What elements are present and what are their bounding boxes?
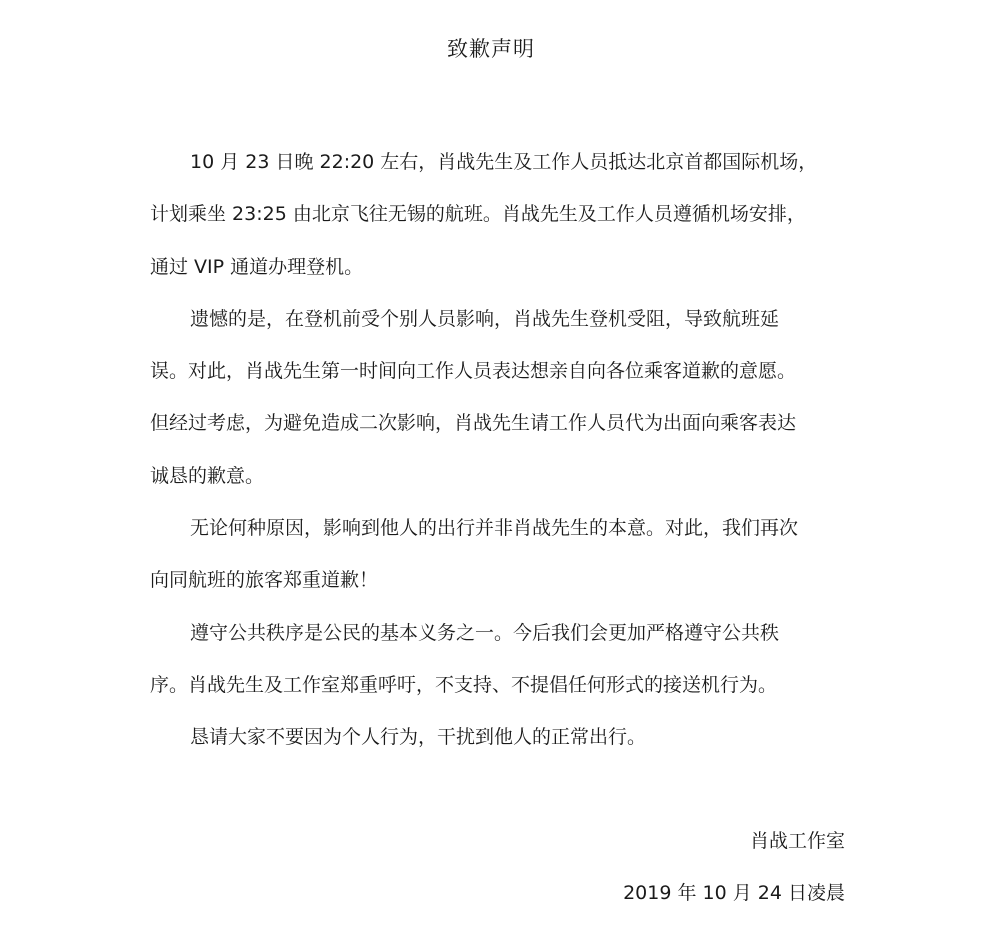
paragraph-2-line-4: 诚恳的歉意。: [150, 464, 265, 487]
paragraph-2-line-3: 但经过考虑，为避免造成二次影响，肖战先生请工作人员代为出面向乘客表达: [150, 412, 797, 435]
paragraph-5-line-1: 恳请大家不要因为个人行为，干扰到他人的正常出行。: [190, 726, 647, 749]
signature-date: 2019 年 10 月 24 日凌晨: [623, 882, 845, 904]
paragraph-3-line-2: 向同航班的旅客郑重道歉！: [150, 569, 379, 592]
paragraph-2-line-2: 误。对此，肖战先生第一时间向工作人员表达想亲自向各位乘客道歉的意愿。: [150, 360, 797, 383]
statement-body: [150, 136, 840, 764]
paragraph-1-line-3: 通过 VIP 通道办理登机。: [150, 255, 364, 278]
paragraph-4-line-2: 序。肖战先生及工作室郑重呼吁，不支持、不提倡任何形式的接送机行为。: [150, 673, 778, 696]
statement-title: 致歉声明: [447, 37, 535, 61]
paragraph-1-line-1: 10 月 23 日晚 22:20 左右，肖战先生及工作人员抵达北京首都国际机场，: [190, 151, 818, 173]
paragraph-1-line-2: 计划乘坐 23:25 由北京飞往无锡的航班。肖战先生及工作人员遵循机场安排，: [150, 203, 806, 226]
signature-name: 肖战工作室: [749, 830, 845, 852]
paragraph-2-line-1: 遗憾的是，在登机前受个别人员影响，肖战先生登机受阻，导致航班延: [190, 307, 780, 330]
paragraph-3-line-1: 无论何种原因，影响到他人的出行并非肖战先生的本意。对此，我们再次: [190, 517, 799, 540]
signature-block: [623, 815, 845, 919]
paragraph-4-line-1: 遵守公共秩序是公民的基本义务之一。今后我们会更加严格遵守公共秩: [190, 621, 780, 644]
